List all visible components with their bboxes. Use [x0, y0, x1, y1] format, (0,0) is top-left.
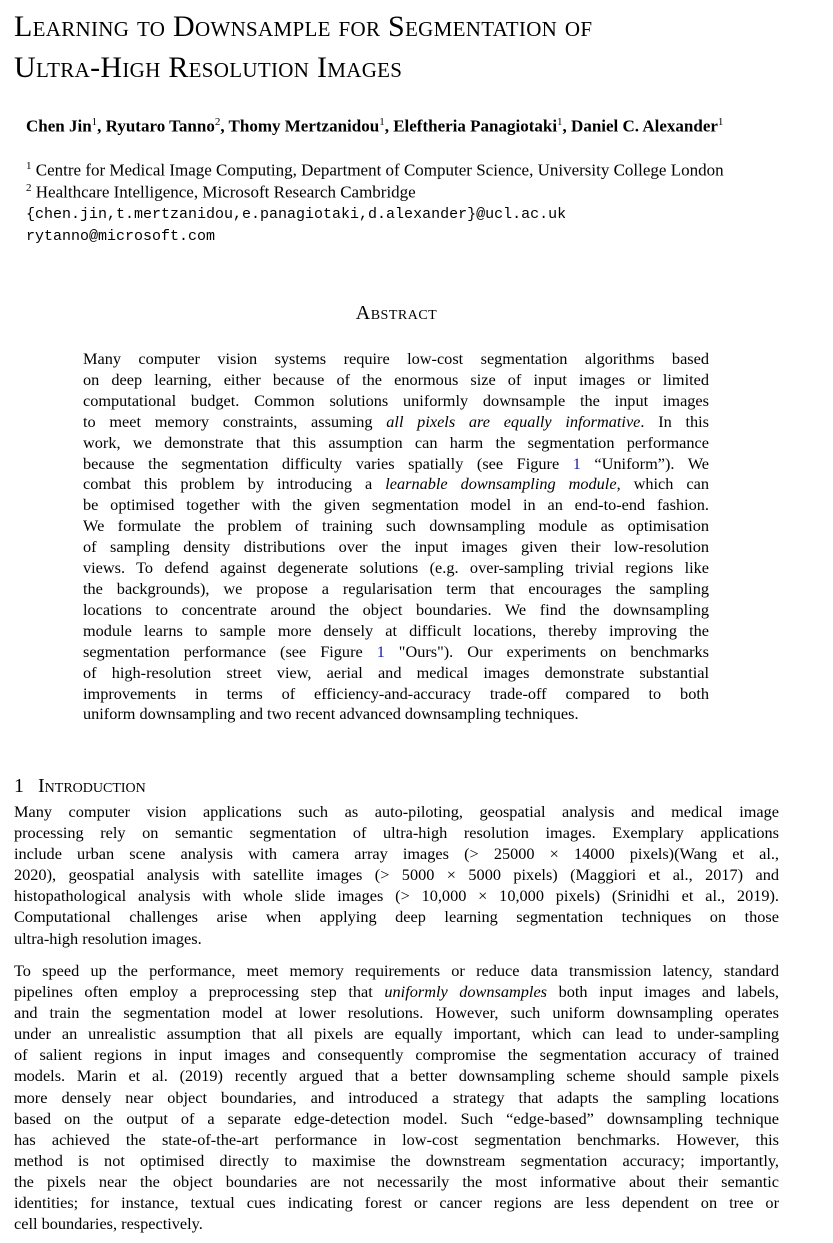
- author-affiliation-marker: 1: [557, 116, 563, 128]
- text-line: the backgrounds), we propose a regularisation term that encourages the sampling: [83, 578, 709, 598]
- figure-reference-link[interactable]: 1: [572, 453, 581, 473]
- affiliation-marker: 1: [26, 160, 32, 172]
- text-line: To speed up the performance, meet memory requirements or reduce data transmission latency, standard: [14, 961, 779, 980]
- author-affiliation-marker: 1: [91, 116, 98, 128]
- affiliation-1: [26, 160, 826, 181]
- text-line: uniform downsampling and two recent advanced downsampling techniques.: [83, 704, 579, 724]
- text-line: views. To defend against degenerate solutions (e.g. over-sampling trivial regions like: [83, 558, 709, 578]
- text-line: pipelines often employ a preprocessing step that uniformly downsamples both input images and labels,: [14, 982, 779, 1002]
- intro-paragraph-2: [14, 960, 779, 1234]
- text-line: histopathological analysis with whole slide images (> 10,000 × 10,000 pixels) (Srinidhi et al., 2019).: [14, 886, 779, 906]
- text-line: locations to concentrate around the object boundaries. We find the downsampling: [83, 599, 709, 619]
- section-title: Introduction: [38, 775, 146, 797]
- text-line: Computational challenges arise when applying deep learning segmentation techniques on those: [14, 907, 779, 927]
- author-name: Daniel C. Alexander: [571, 116, 718, 136]
- text-line: and train the segmentation model at lower resolutions. However, such uniform downsampling operates: [14, 1003, 779, 1023]
- text-line: the pixels near the object boundaries are not necessarily the most informative about their semantic: [14, 1171, 779, 1191]
- title-line-1: Learning to Downsample for Segmentation of: [14, 10, 593, 43]
- text-line: include urban scene analysis with camera array images (> 25000 × 14000 pixels)(Wang et al.,: [14, 844, 779, 864]
- author-name: Thomy Mertzanidou: [228, 116, 380, 136]
- text-line: more densely near object boundaries, and introduced a strategy that adapts the sampling locations: [14, 1087, 779, 1107]
- email-line-2: rytanno@microsoft.com: [26, 228, 216, 245]
- text-line: method is not optimised directly to maximise the downstream segmentation accuracy; importantly,: [14, 1150, 779, 1170]
- text-line: based on the output of a separate edge-detection model. Such “edge-based” downsampling technique: [14, 1108, 779, 1128]
- text-line: because the segmentation difficulty varies spatially (see Figure 1 “Uniform”). We: [83, 453, 709, 473]
- affiliation-marker: 2: [26, 182, 32, 194]
- title-line-2: Ultra-High Resolution Images: [14, 51, 403, 84]
- text-line: of sampling density distributions over the input images given their low-resolution: [83, 537, 709, 557]
- intro-paragraph-1: [14, 801, 779, 949]
- text-line: on deep learning, either because of the enormous size of input images or limited: [83, 369, 709, 389]
- author-affiliation-marker: 2: [214, 116, 221, 128]
- text-line: We formulate the problem of training such downsampling module as optimisation: [83, 516, 709, 536]
- text-line: combat this problem by introducing a learnable downsampling module, which can: [83, 474, 710, 494]
- paper-title: [14, 6, 824, 88]
- text-line: ultra-high resolution images.: [14, 928, 202, 948]
- author-list: Chen Jin$^1$, Ryutaro Tanno$^2$, Thomy Mertzanidou$^1$, Eleftheria Panagiotaki$^1$, Daniel C. Alexander$^1$: [26, 116, 724, 136]
- affiliation-text: Healthcare Intelligence, Microsoft Research Cambridge: [35, 182, 416, 202]
- author-name: Ryutaro Tanno: [105, 116, 215, 136]
- text-line: Many computer vision applications such as auto-piloting, geospatial analysis and medical image: [14, 802, 779, 821]
- text-line: has achieved the state-of-the-art performance in low-cost segmentation benchmarks. However, this: [14, 1129, 779, 1149]
- text-line: to meet memory constraints, assuming all pixels are equally informative. In this: [83, 411, 709, 431]
- text-line: module learns to sample more densely at difficult locations, thereby improving the: [83, 620, 709, 640]
- text-line: models. Marin et al. (2019) recently argued that a better downsampling scheme should sample pixels: [14, 1066, 779, 1086]
- text-line: work, we demonstrate that this assumption can harm the segmentation performance: [83, 432, 709, 452]
- text-line: processing rely on semantic segmentation of ultra-high resolution images. Exemplary applications: [14, 823, 779, 843]
- text-line: identities; for instance, textual cues indicating forest or cancer regions are less dependent on tree or: [14, 1193, 779, 1213]
- text-line: 2020), geospatial analysis with satellite images (> 5000 × 5000 pixels) (Maggiori et al., 2017) and: [14, 865, 779, 885]
- affiliation-2: [26, 182, 826, 203]
- text-line: segmentation performance (see Figure 1 "Ours"). Our experiments on benchmarks: [83, 641, 709, 661]
- text-line: of high-resolution street view, aerial and medical images demonstrate substantial: [83, 662, 709, 682]
- figure-reference-link[interactable]: 1: [376, 641, 385, 661]
- affiliation-text: Centre for Medical Image Computing, Department of Computer Science, University College London: [35, 160, 724, 180]
- text-line: computational budget. Common solutions uniformly downsample the input images: [83, 390, 709, 410]
- text-line: Many computer vision systems require low-cost segmentation algorithms based: [83, 349, 709, 368]
- text-line: improvements in terms of efficiency-and-accuracy trade-off compared to both: [83, 683, 709, 703]
- text-line: cell boundaries, respectively.: [14, 1214, 203, 1234]
- section-number: 1: [14, 775, 24, 797]
- section-heading: [14, 775, 146, 798]
- text-line: under an unrealistic assumption that all pixels are equally important, which can lead to under-sampling: [14, 1024, 779, 1044]
- author-affiliation-marker: 1: [379, 116, 385, 128]
- text-line: be optimised together with the given segmentation model in an end-to-end fashion.: [83, 495, 709, 515]
- email-line-1: {chen.jin,t.mertzanidou,e.panagiotaki,d.alexander}@ucl.ac.uk: [26, 206, 567, 223]
- author-affiliation-marker: 1: [717, 116, 724, 128]
- abstract-body: [83, 349, 709, 725]
- author-name: Chen Jin: [26, 116, 92, 136]
- abstract-heading: Abstract: [355, 302, 438, 324]
- author-name: Eleftheria Panagiotaki: [393, 116, 558, 136]
- text-line: of salient regions in input images and consequently compromise the segmentation accuracy of trained: [14, 1045, 779, 1065]
